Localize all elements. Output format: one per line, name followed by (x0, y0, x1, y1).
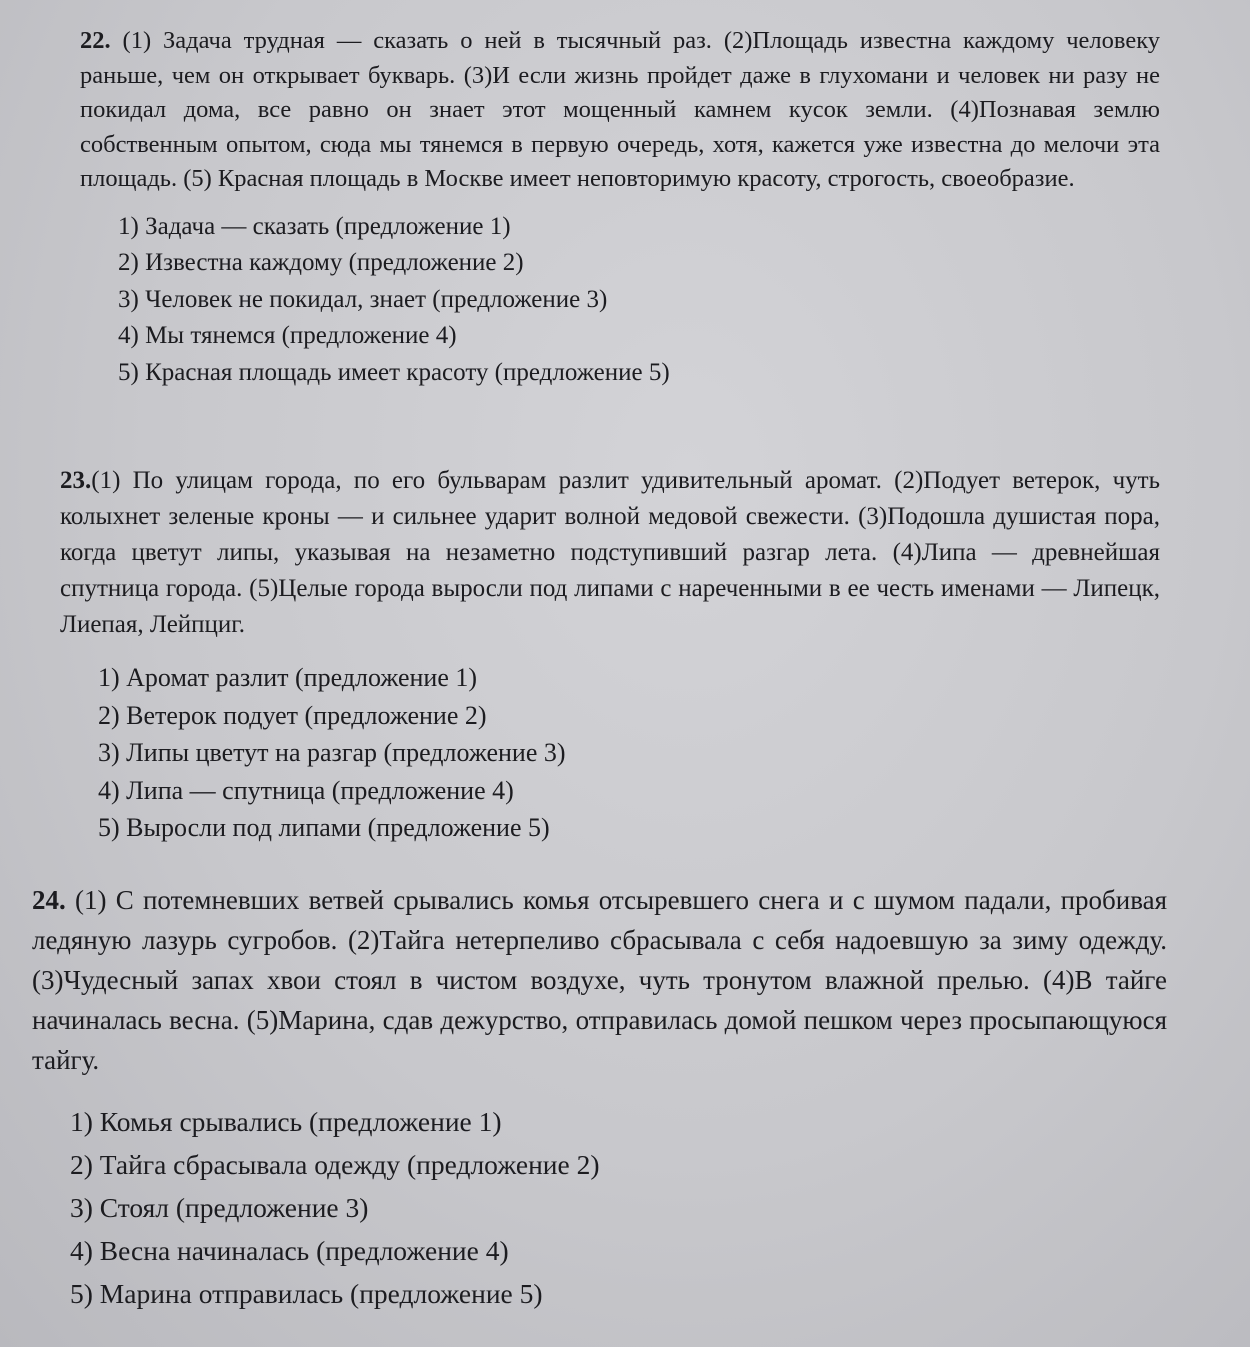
task-24-option-3: 3) Стоял (предложение 3) (70, 1192, 369, 1223)
task-22-option-4: 4) Мы тянемся (предложение 4) (118, 322, 457, 349)
task-24-option-2: 2) Тайга сбрасывала одежду (предложение 2) (70, 1149, 600, 1180)
task-22 (0, 24, 1250, 391)
task-23-option-2: 2) Ветерок подует (предложение 2) (98, 700, 487, 730)
task-24-option-4: 4) Весна начиналась (предложение 4) (70, 1235, 509, 1266)
task-23-option-1: 1) Аромат разлит (предложение 1) (98, 663, 478, 692)
task-23-options (98, 659, 1250, 847)
task-23-option-4: 4) Липа — спутница (предложение 4) (98, 775, 514, 805)
task-22-body: (1) Задача трудная — сказать о ней в тысячный раз. (2)Площадь известна каждому человеку раньше, чем он открывает букварь. (3)И если жизнь пройдет даже в глухомани и человек ни разу не покидал дома, все равно он знает этот мощенный камнем кусок земли. (4)Познавая землю собственным опытом, сюда мы тянемся в первую очередь, хотя, кажется уже известна до мелочи эта площадь. (5) Красная площадь в Москве имеет неповторимую красоту, строгость, своеобразие. (80, 27, 1160, 192)
task-22-number: 22. (80, 27, 111, 54)
task-22-options (118, 209, 1250, 392)
task-23-text (60, 463, 1160, 643)
task-24 (0, 880, 1250, 1315)
task-24-number: 24. (32, 885, 66, 915)
task-22-option-1: 1) Задача — сказать (предложение 1) (118, 212, 511, 240)
task-23-number: 23. (60, 467, 92, 494)
task-23 (0, 463, 1250, 847)
task-22-option-3: 3) Человек не покидал, знает (предложение 3) (118, 285, 608, 313)
task-23-body: (1) По улицам города, по его бульварам разлит удивительный аромат. (2)Подует ветерок, чуть колыхнет зеленые кроны — и сильнее ударит волной медовой свежести. (3)Подошла душистая пора, когда цветут липы, указывая на незаметно подступивший разгар лета. (4)Липа — древнейшая спутница города. (5)Целые города выросли под липами с нареченными в ее честь именами — Липецк, Лиепая, Лейпциг. (60, 467, 1160, 638)
task-23-option-3: 3) Липы цветут на разгар (предложение 3) (98, 738, 566, 767)
task-24-text (32, 880, 1167, 1080)
task-24-options (70, 1100, 1250, 1315)
task-24-option-5: 5) Марина отправилась (предложение 5) (70, 1278, 543, 1309)
task-22-option-2: 2) Известна каждому (предложение 2) (118, 249, 524, 276)
task-23-option-5: 5) Выросли под липами (предложение 5) (98, 813, 550, 842)
task-24-body: (1) С потемневших ветвей срывались комья отсыревшего снега и с шумом падали, пробивая ледяную лазурь сугробов. (2)Тайга нетерпеливо сбрасывала с себя надоевшую за зиму одежду. (3)Чудесный запах хвои стоял в чистом воздухе, чуть тронутом влажной прелью. (4)В тайге начиналась весна. (5)Марина, сдав дежурство, отправилась домой пешком через просыпающуюся тайгу. (32, 885, 1167, 1075)
task-22-option-5: 5) Красная площадь имеет красоту (предложение 5) (118, 358, 670, 386)
task-22-text (80, 24, 1160, 197)
task-24-option-1: 1) Комья срывались (предложение 1) (70, 1106, 502, 1137)
